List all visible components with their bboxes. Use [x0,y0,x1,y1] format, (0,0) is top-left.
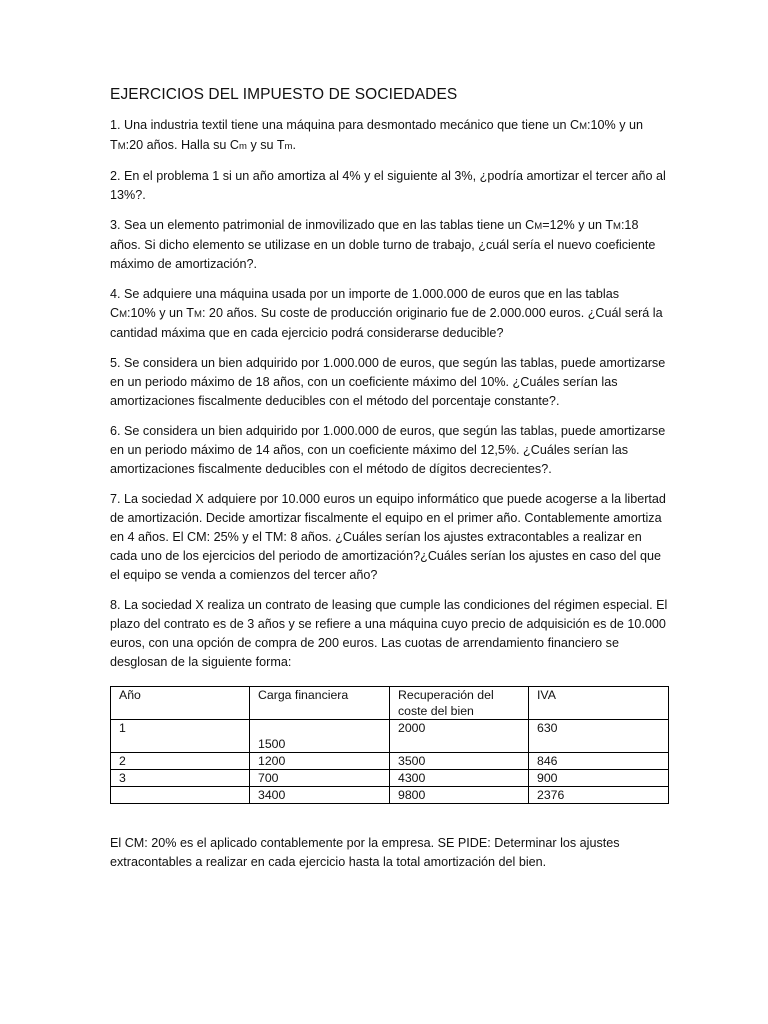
table-cell: 2376 [529,787,669,804]
table-cell: 4300 [390,770,529,787]
table-cell: 2000 [390,720,529,753]
exercise-6: 6. Se considera un bien adquirido por 1.000.000 de euros, que según las tablas, puede amortizarse en un periodo máximo de 14 años, con un coeficiente máximo del 12,5%. ¿Cuáles serían las amortizaciones fiscalmente deducibles con el método de dígitos decrecientes?. [110,424,666,476]
table-cell: 9800 [390,787,529,804]
exercise-3: 3. Sea un elemento patrimonial de inmovilizado que en las tablas tiene un CM=12% y un TM:18 años. Si dicho elemento se utilizase en un doble turno de trabajo, ¿cuál sería el nuevo coeficiente máximo de amortización?. [110,218,656,271]
exercise-5: 5. Se considera un bien adquirido por 1.000.000 de euros, que según las tablas, puede amortizarse en un periodo máximo de 18 años, con un coeficiente máximo del 10%. ¿Cuáles serían las amortizaciones fiscalmente deducibles con el método del porcentaje constante?. [110,356,666,408]
table-cell: 630 [529,720,669,753]
table-totals-row [111,787,669,804]
table-cell: 3 [111,770,250,787]
header-cell: Año [111,687,250,720]
table-cell: 1500 [250,720,390,753]
header-cell: Recuperación del coste del bien [390,687,529,720]
exercise-7: 7. La sociedad X adquiere por 10.000 euros un equipo informático que puede acogerse a la libertad de amortización. Decide amortizar fiscalmente el equipo en el primer año. Contablemente amortiza en 4 años. El CM: 25% y el TM: 8 años. ¿Cuáles serían los ajustes extracontables a realizar en cada uno de los ejercicios del periodo de amortización?¿Cuáles serían los ajustes en caso del que el equipo se venda a comienzos del tercer año? [110,492,666,582]
table-cell: 1200 [250,753,390,770]
table-cell [111,787,250,804]
exercise-1: 1. Una industria textil tiene una máquina para desmontado mecánico que tiene un CM:10% y un TM:20 años. Halla su Cm y su Tm. [110,118,643,152]
leasing-table [110,686,669,804]
table-cell: 900 [529,770,669,787]
table-cell: 3500 [390,753,529,770]
table-cell: 1 [111,720,250,753]
table-cell: 3400 [250,787,390,804]
table-header-row [111,687,669,720]
document-title: EJERCICIOS DEL IMPUESTO DE SOCIEDADES [110,86,458,103]
exercise-2: 2. En el problema 1 si un año amortiza al 4% y el siguiente al 3%, ¿podría amortizar el tercer año al 13%?. [110,169,666,202]
table-cell: 2 [111,753,250,770]
table-cell: 846 [529,753,669,770]
table-row [111,753,669,770]
exercise-8-instructions: El CM: 20% es el aplicado contablemente por la empresa. SE PIDE: Determinar los ajustes extracontables a realizar en cada ejercicio hasta la total amortización del bien. [110,836,620,869]
table-row [111,770,669,787]
table-row [111,720,669,753]
document-body [110,86,668,883]
exercise-8: 8. La sociedad X realiza un contrato de leasing que cumple las condiciones del régimen especial. El plazo del contrato es de 3 años y se refiere a una máquina cuyo precio de adquisición es de 10.000 euros, con una opción de compra de 200 euros. Las cuotas de arrendamiento financiero se desglosan de la siguiente forma: [110,598,668,669]
table-cell: 700 [250,770,390,787]
exercise-4: 4. Se adquiere una máquina usada por un importe de 1.000.000 de euros que en las tablas CM:10% y un TM: 20 años. Su coste de producción originario fue de 2.000.000 euros. ¿Cuál será la cantidad máxima que en cada ejercicio podrá considerarse deducible? [110,287,663,340]
header-cell: Carga financiera [250,687,390,720]
header-cell: IVA [529,687,669,720]
